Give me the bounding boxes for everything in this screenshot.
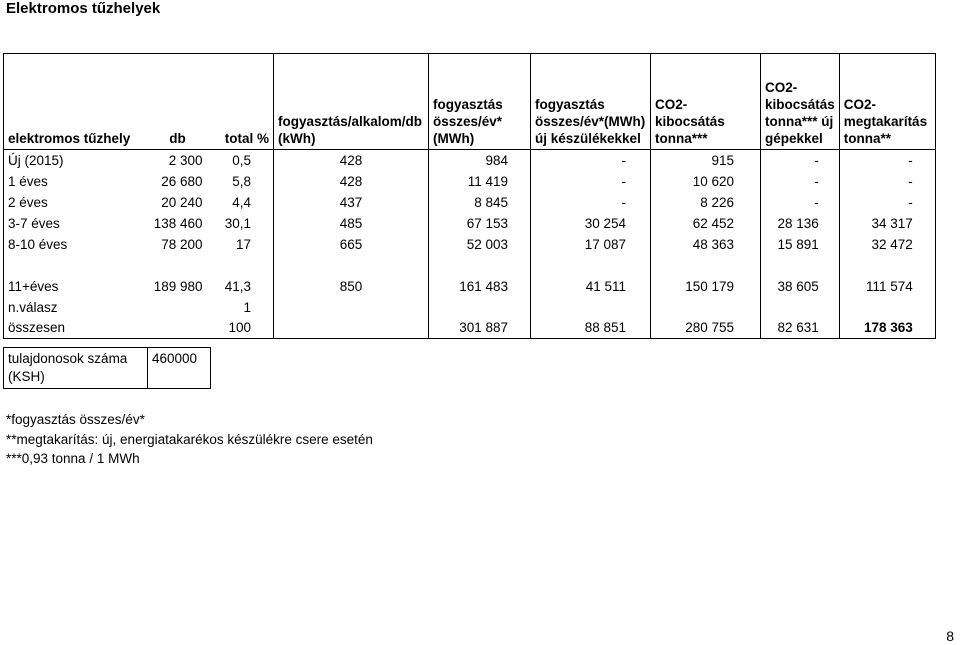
header-count: db bbox=[147, 54, 209, 150]
table-row bbox=[4, 171, 936, 192]
table-cell: 8 845 bbox=[429, 192, 531, 213]
table-cell: 189 980 bbox=[153, 278, 203, 294]
header-total-percent: total % bbox=[209, 54, 274, 150]
table-cell: - bbox=[761, 171, 840, 192]
table-cell: 30 254 bbox=[531, 213, 651, 234]
page-title: Elektromos tűzhelyek bbox=[6, 0, 161, 17]
table-cell bbox=[839, 297, 935, 318]
header-consumption-year: fogyasztás összes/év* (MWh) bbox=[429, 54, 531, 150]
table-cell: 437 bbox=[274, 192, 429, 213]
table-cell: 62 452 bbox=[651, 213, 761, 234]
table-cell: 41 511 bbox=[531, 255, 651, 297]
table-cell: 485 bbox=[274, 213, 429, 234]
table-cell: 48 363 bbox=[651, 234, 761, 255]
table-cell bbox=[429, 297, 531, 318]
table-cell: 41,3 bbox=[224, 278, 251, 294]
table-cell: 11 419 bbox=[429, 171, 531, 192]
footnote: ***0,93 tonna / 1 MWh bbox=[6, 451, 140, 466]
row-label: 11+éves bbox=[4, 255, 147, 297]
table-row bbox=[4, 234, 936, 255]
table-cell: 52 003 bbox=[429, 234, 531, 255]
table-cell: 665 bbox=[274, 234, 429, 255]
table-cell: 20 240 bbox=[161, 194, 203, 210]
table-cell: 26 680 bbox=[161, 173, 203, 189]
table-cell: 301 887 bbox=[429, 318, 531, 339]
table-row bbox=[4, 318, 936, 339]
table-cell: 10 620 bbox=[651, 171, 761, 192]
table-cell: 0,5 bbox=[209, 150, 274, 171]
table-cell: 111 574 bbox=[839, 255, 935, 297]
header-co2-emission: CO2-kibocsátás tonna*** bbox=[651, 54, 761, 150]
table-cell: 915 bbox=[651, 150, 761, 171]
table-cell: 150 179 bbox=[651, 255, 761, 297]
table-cell: - bbox=[531, 150, 651, 171]
table-cell: - bbox=[839, 150, 935, 171]
table-cell: 78 200 bbox=[161, 236, 203, 252]
table-cell: 4,4 bbox=[232, 194, 251, 210]
table-cell: - bbox=[839, 192, 935, 213]
table-cell: 32 472 bbox=[839, 234, 935, 255]
footnotes bbox=[6, 410, 373, 469]
table-cell: 30,1 bbox=[224, 215, 251, 231]
row-label: összesen bbox=[4, 318, 147, 339]
table-cell: - bbox=[531, 192, 651, 213]
table-cell: - bbox=[531, 171, 651, 192]
table-row bbox=[4, 150, 936, 171]
table-cell: 34 317 bbox=[839, 213, 935, 234]
table-cell bbox=[531, 297, 651, 318]
owners-label: tulajdonosok száma (KSH) bbox=[4, 348, 148, 389]
page-number: 8 bbox=[946, 628, 954, 644]
footnote: *fogyasztás összes/év* bbox=[6, 412, 145, 427]
table-cell: 138 460 bbox=[153, 215, 203, 231]
table-cell: 8 226 bbox=[651, 192, 761, 213]
table-cell bbox=[274, 297, 429, 318]
table-cell: 17 bbox=[235, 236, 251, 252]
owners-table bbox=[3, 347, 211, 389]
table-cell: 38 605 bbox=[761, 255, 840, 297]
table-cell: - bbox=[839, 171, 935, 192]
table-cell: 17 087 bbox=[531, 234, 651, 255]
row-label: n.válasz bbox=[4, 297, 147, 318]
table-cell: 178 363 bbox=[839, 318, 935, 339]
row-label: 2 éves bbox=[4, 192, 147, 213]
row-label: 3-7 éves bbox=[4, 213, 147, 234]
header-consumption-new: fogyasztás összes/év*(MWh) új készülékekkel bbox=[531, 54, 651, 150]
table-row bbox=[4, 192, 936, 213]
table-cell: 82 631 bbox=[761, 318, 840, 339]
stoves-table bbox=[3, 53, 936, 339]
table-cell: 280 755 bbox=[651, 318, 761, 339]
table-cell: 1 bbox=[243, 299, 251, 315]
table-cell: 984 bbox=[429, 150, 531, 171]
table-cell: 850 bbox=[274, 255, 429, 297]
footnote: **megtakarítás: új, energiatakarékos készülékre csere esetén bbox=[6, 431, 373, 447]
table-cell: 100 bbox=[209, 318, 274, 339]
header-co2-saving: CO2-megtakarítás tonna** bbox=[839, 54, 935, 150]
row-label: 8-10 éves bbox=[4, 234, 147, 255]
table-cell: 428 bbox=[274, 150, 429, 171]
table-row bbox=[4, 255, 936, 297]
table-cell: 88 851 bbox=[531, 318, 651, 339]
row-label: 1 éves bbox=[4, 171, 147, 192]
table-cell: 15 891 bbox=[761, 234, 840, 255]
table-cell: 161 483 bbox=[429, 255, 531, 297]
table-cell bbox=[147, 297, 209, 318]
table-cell bbox=[761, 297, 840, 318]
table-row bbox=[4, 297, 936, 318]
header-row bbox=[4, 54, 936, 150]
row-label: Új (2015) bbox=[4, 150, 147, 171]
header-consumption-per-use: fogyasztás/alkalom/db (kWh) bbox=[274, 54, 429, 150]
table-cell bbox=[274, 318, 429, 339]
header-co2-emission-new: CO2-kibocsátás tonna*** új gépekkel bbox=[761, 54, 840, 150]
table-cell: 28 136 bbox=[761, 213, 840, 234]
table-cell bbox=[651, 297, 761, 318]
table-cell: 428 bbox=[274, 171, 429, 192]
table-cell: 5,8 bbox=[232, 173, 251, 189]
owners-value: 460000 bbox=[148, 348, 211, 389]
table-cell: 67 153 bbox=[429, 213, 531, 234]
table-cell: 2 300 bbox=[147, 150, 209, 171]
table-cell: - bbox=[761, 192, 840, 213]
table-cell: - bbox=[761, 150, 840, 171]
header-stove: elektromos tűzhely bbox=[4, 54, 147, 150]
table-cell bbox=[147, 318, 209, 339]
table-row bbox=[4, 213, 936, 234]
